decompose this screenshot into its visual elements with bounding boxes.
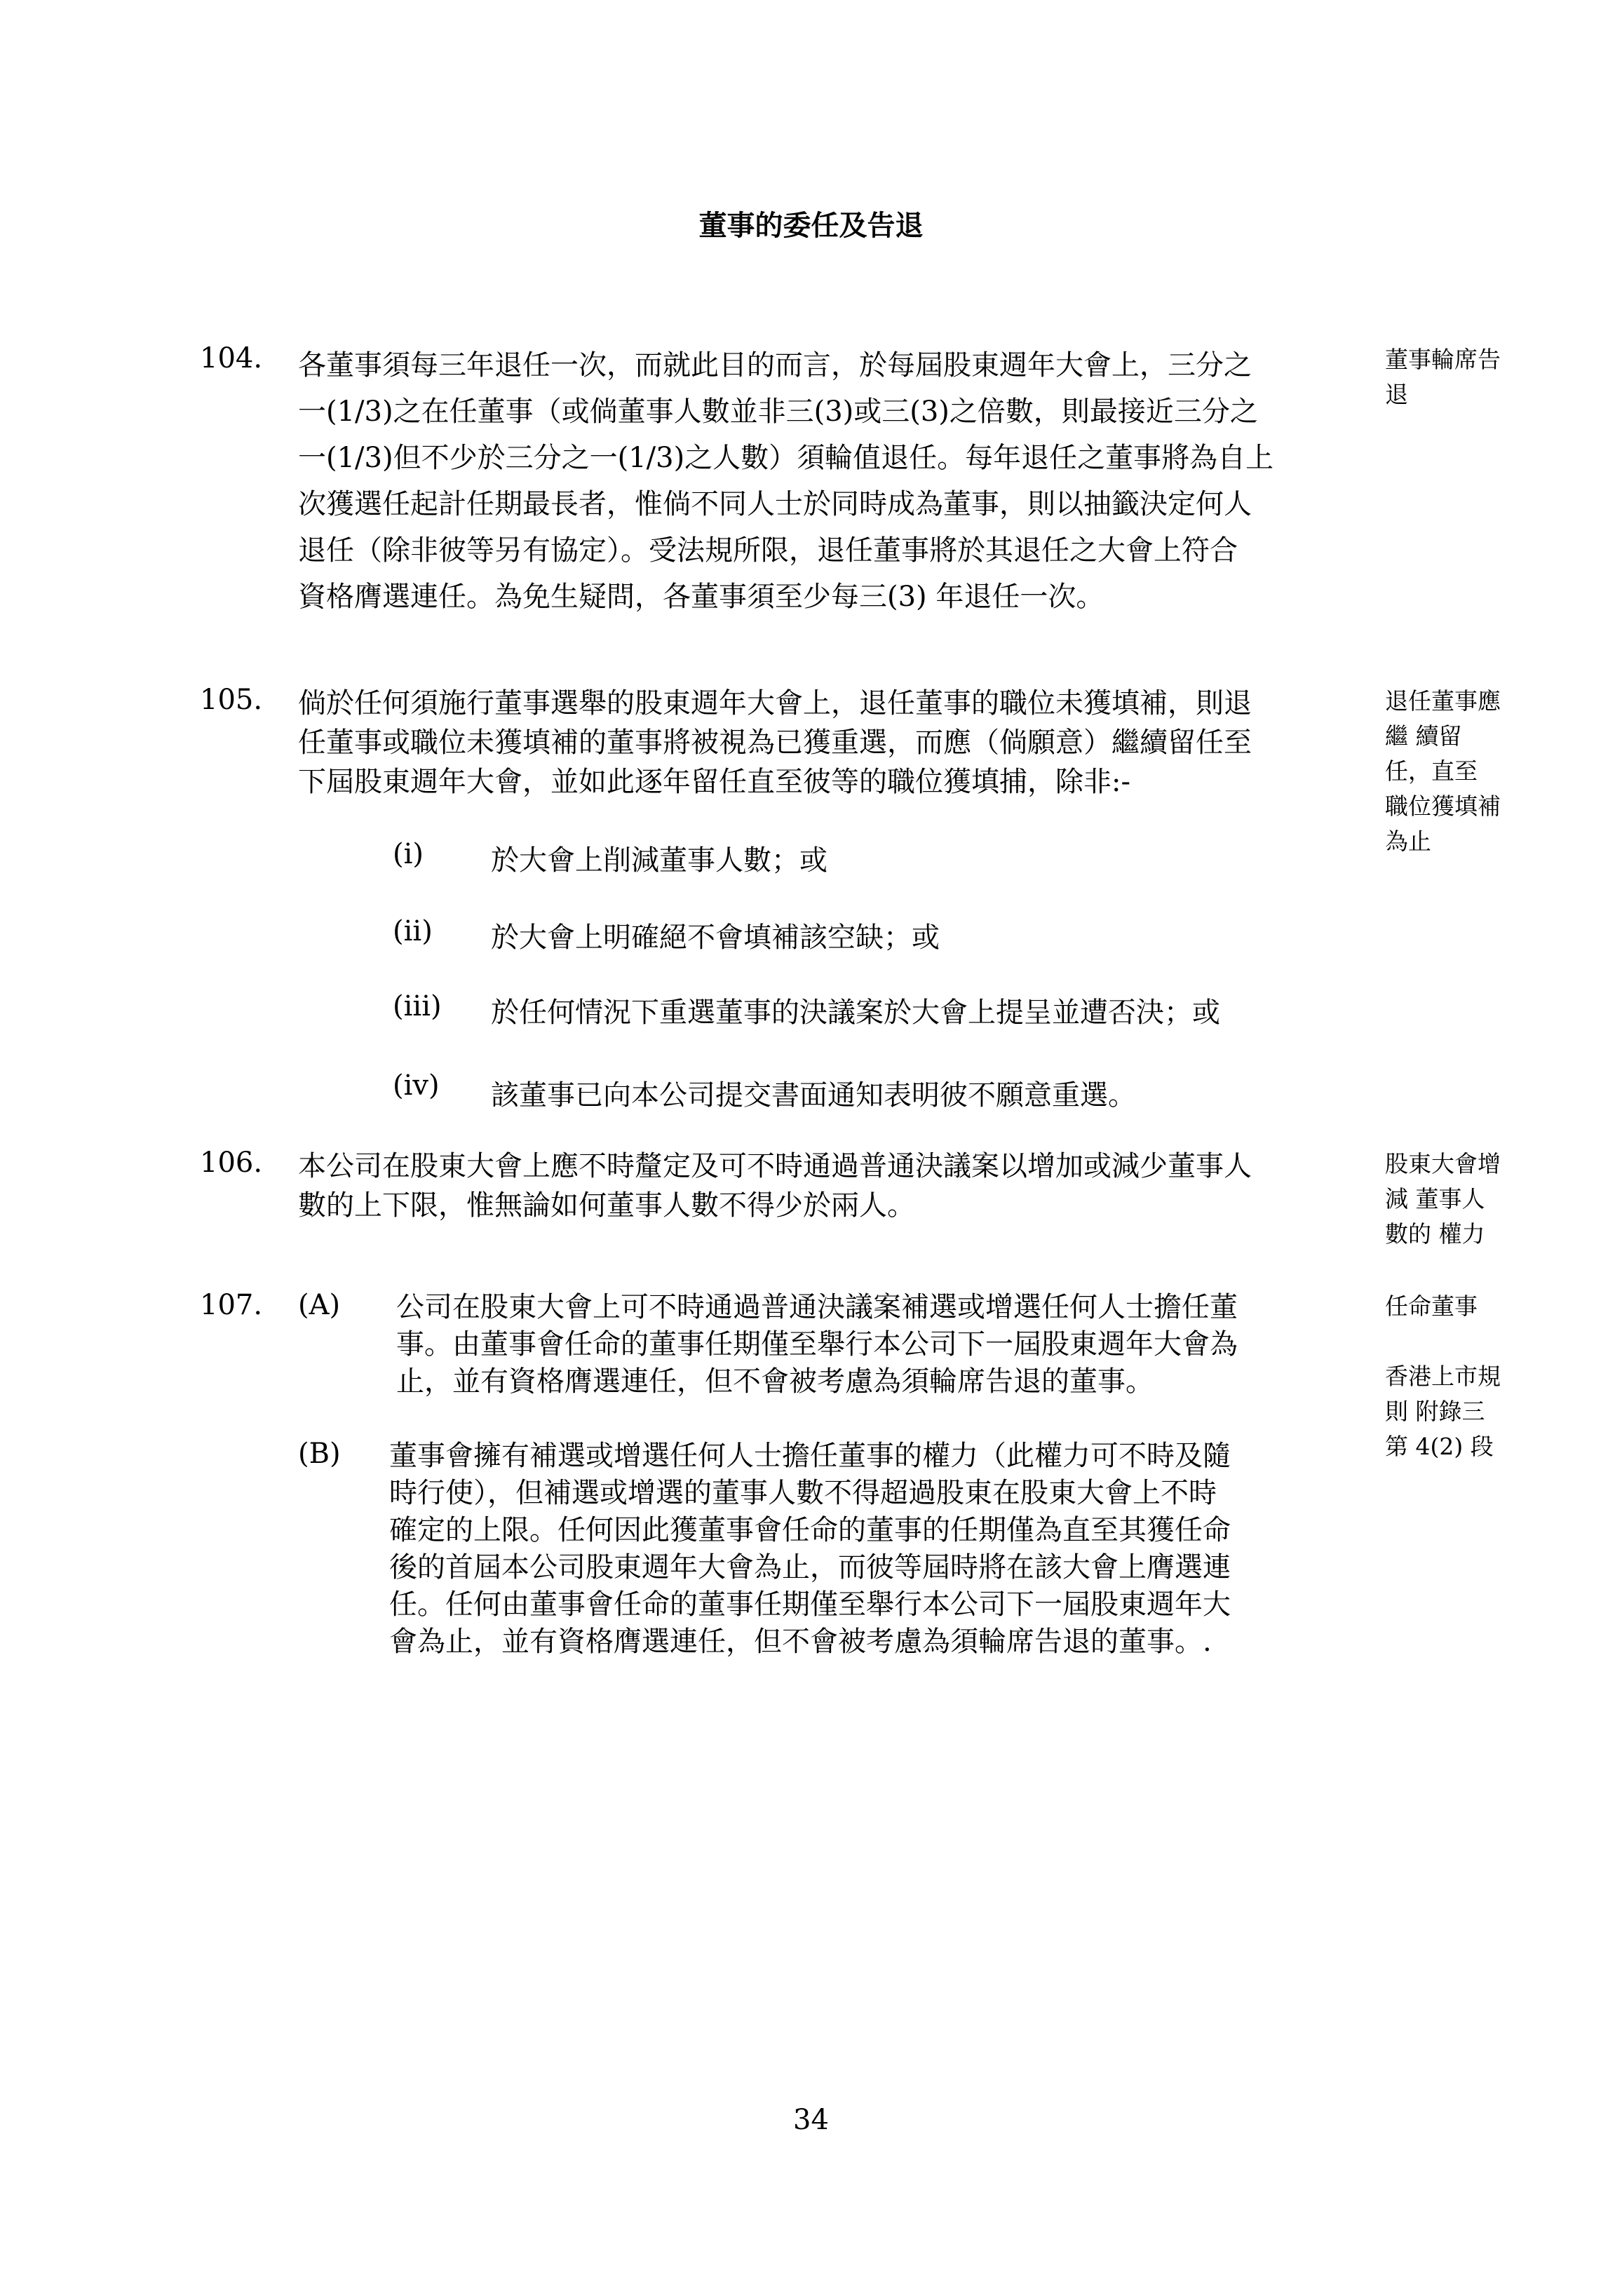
text-line: 後的首屆本公司股東週年大會為止，而彼等屆時將在該大會上膺選連 <box>389 1551 1231 1583</box>
article-106-number: 106. <box>200 1147 263 1179</box>
text-line: 止，並有資格膺選連任，但不會被考慮為須輪席告退的董事。 <box>396 1365 1154 1398</box>
item-label: (i) <box>393 838 424 870</box>
text-line: 任董事或職位未獲填補的董事將被視為已獲重選，而應（倘願意）繼續留任至 <box>298 727 1252 759</box>
part-b-label: (B) <box>298 1438 341 1470</box>
item-label: (ii) <box>393 915 433 947</box>
page-number: 34 <box>793 2104 829 2136</box>
item-label: (iii) <box>393 990 442 1022</box>
text-line: 任。任何由董事會任命的董事任期僅至舉行本公司下一屆股東週年大 <box>389 1588 1231 1621</box>
article-107-number: 107. <box>200 1289 263 1321</box>
note-line: 任命董事 <box>1385 1292 1478 1320</box>
note-line: 則 附錄三 <box>1385 1398 1485 1425</box>
text-line: 資格膺選連任。為免生疑問，各董事須至少每三(3) 年退任一次。 <box>298 581 1104 613</box>
note-line: 退任董事應 <box>1385 687 1501 715</box>
text-line: 時行使），但補選或增選的董事人數不得超過股東在股東大會上不時 <box>389 1477 1217 1509</box>
article-104-number: 104. <box>200 342 263 374</box>
note-line: 股東大會增 <box>1385 1150 1501 1177</box>
text-line: 一(1/3)之在任董事（或倘董事人數並非三(3)或三(3)之倍數，則最接近三分之 <box>298 396 1258 428</box>
article-106-text <box>298 1147 1252 1225</box>
article-105-margin-note <box>1385 684 1518 859</box>
text-line: 次獲選任起計任期最長者，惟倘不同人士於同時成為董事，則以抽籤決定何人 <box>298 488 1252 520</box>
note-line: 數的 權力 <box>1385 1220 1485 1248</box>
text-line: 數的上下限，惟無論如何董事人數不得少於兩人。 <box>298 1189 915 1222</box>
item-label: (iv) <box>393 1069 440 1102</box>
note-line: 任，直至 <box>1385 757 1478 785</box>
note-line: 為止 <box>1385 828 1431 855</box>
text-line: 本公司在股東大會上應不時釐定及可不時通過普通決議案以增加或減少董事人 <box>298 1150 1252 1182</box>
text-line: 確定的上限。任何因此獲董事會任命的董事的任期僅為直至其獲任命 <box>389 1514 1231 1546</box>
article-104-text <box>298 342 1273 620</box>
text-line: 會為止，並有資格膺選連任，但不會被考慮為須輪席告退的董事。. <box>389 1626 1212 1658</box>
article-106-margin-note <box>1385 1147 1518 1252</box>
article-105-number: 105. <box>200 684 263 716</box>
item-text: 於大會上削減董事人數；或 <box>491 844 827 877</box>
note-line: 香港上市規 <box>1385 1363 1501 1390</box>
text-line: 董事會擁有補選或增選任何人士擔任董事的權力（此權力可不時及隨 <box>389 1440 1231 1472</box>
note-line: 董事輪席告 <box>1385 346 1501 373</box>
article-107-margin-note-b <box>1385 1359 1518 1464</box>
part-b-text <box>389 1438 1231 1661</box>
text-line: 倘於任何須施行董事選舉的股東週年大會上，退任董事的職位未獲填補，則退 <box>298 687 1252 720</box>
note-line: 退 <box>1385 381 1408 408</box>
text-line: 公司在股東大會上可不時通過普通決議案補選或增選任何人士擔任董 <box>396 1291 1238 1323</box>
text-line: 一(1/3)但不少於三分之一(1/3)之人數）須輪值退任。每年退任之董事將為自上 <box>298 442 1274 474</box>
note-line: 減 董事人 <box>1385 1185 1485 1213</box>
item-text: 於大會上明確絕不會填補該空缺；或 <box>491 921 940 954</box>
text-line: 各董事須每三年退任一次，而就此目的而言，於每屆股東週年大會上，三分之 <box>298 349 1252 381</box>
section-title: 董事的委任及告退 <box>698 209 924 242</box>
item-text: 該董事已向本公司提交書面通知表明彼不願意重選。 <box>491 1079 1136 1112</box>
text-line: 事。由董事會任命的董事任期僅至舉行本公司下一屆股東週年大會為 <box>396 1328 1238 1360</box>
part-a-text <box>396 1289 1238 1400</box>
text-line: 下屆股東週年大會，並如此逐年留任直至彼等的職位獲填捕，除非:- <box>298 766 1130 798</box>
note-line: 職位獲填補 <box>1385 792 1501 820</box>
article-105-text <box>298 684 1252 802</box>
note-line: 第 4(2) 段 <box>1385 1433 1494 1460</box>
article-107-margin-note-a <box>1385 1289 1518 1324</box>
note-line: 繼 續留 <box>1385 722 1462 750</box>
article-104-margin-note <box>1385 342 1518 412</box>
item-text: 於任何情況下重選董事的決議案於大會上提呈並遭否決；或 <box>491 997 1220 1029</box>
part-a-label: (A) <box>298 1289 341 1321</box>
text-line: 退任（除非彼等另有協定）。受法規所限，退任董事將於其退任之大會上符合 <box>298 534 1238 567</box>
